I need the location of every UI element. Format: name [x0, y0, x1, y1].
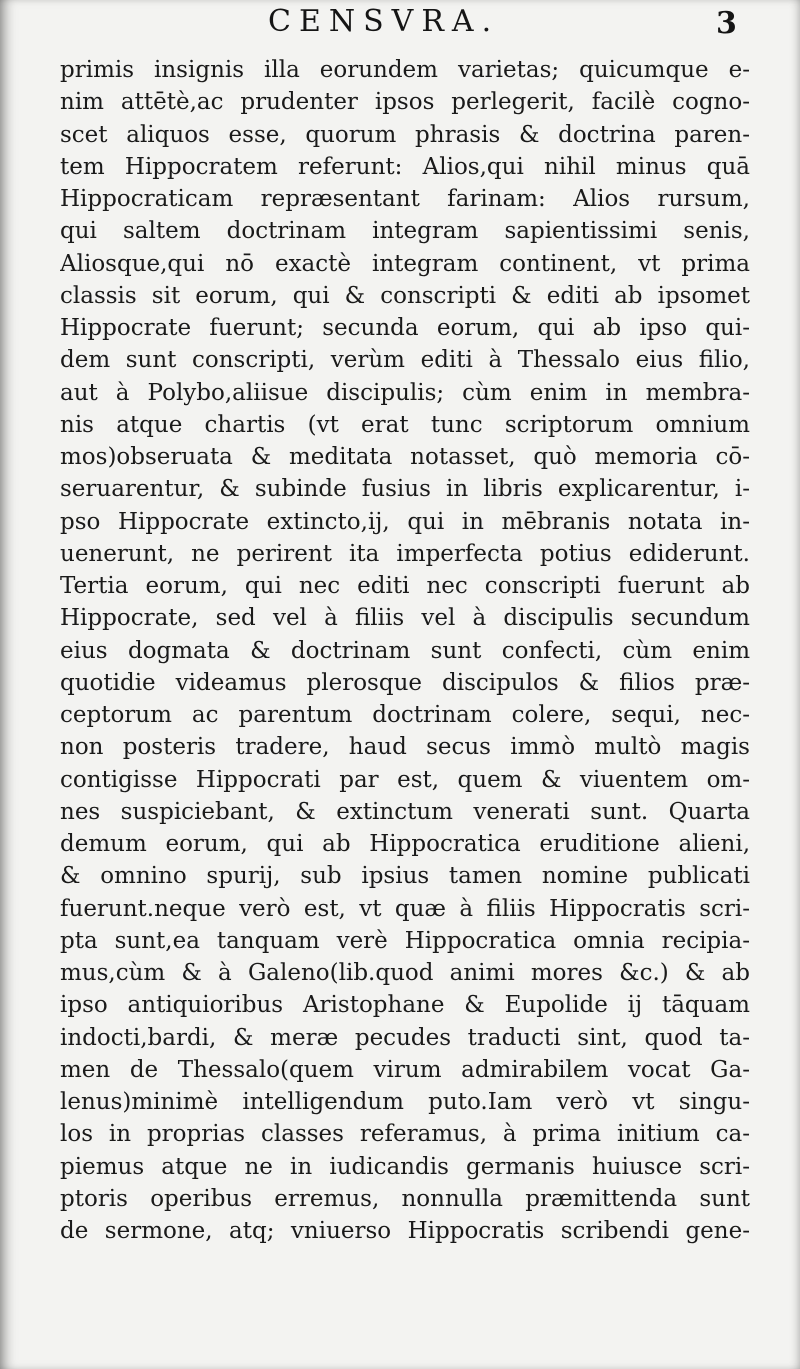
text-line: & omnino spurij, sub ipsius tamen nomine publicati	[60, 863, 750, 890]
text-line: Aliosque,qui nō exactè integram continent, vt prima	[60, 250, 750, 277]
text-line: ipso antiquioribus Aristophane & Eupolide ij tāquam	[60, 992, 750, 1019]
text-line: uenerunt, ne perirent ita imperfecta potius ediderunt.	[60, 540, 750, 567]
text-line: aut à Polybo,aliisue discipulis; cùm enim in membra-	[60, 379, 750, 406]
text-line: non posteris tradere, haud secus immò multò magis	[60, 734, 750, 761]
text-line: lenus)minimè intelligendum puto.Iam verò vt singu-	[60, 1089, 750, 1115]
text-line: piemus atque ne in iudicandis germanis huiusce scri-	[60, 1153, 750, 1180]
text-line: Hippocraticam repræsentant farinam: Alios rursum,	[60, 186, 750, 212]
text-line: los in proprias classes referamus, à prima initium ca-	[60, 1121, 750, 1148]
text-line: eius dogmata & doctrinam sunt confecti, cùm enim	[60, 637, 750, 664]
text-line: nim attētè,ac prudenter ipsos perlegerit, facilè cogno-	[60, 89, 750, 116]
text-line: dem sunt conscripti, verùm editi à Thessalo eius filio,	[60, 347, 750, 374]
text-line: qui saltem doctrinam integram sapientissimi senis,	[60, 218, 750, 245]
text-line: demum eorum, qui ab Hippocratica eruditione alieni,	[60, 831, 750, 857]
running-title: CENSVRA.	[268, 4, 500, 39]
text-line: pso Hippocrate extincto,ij, qui in mēbranis notata in-	[60, 508, 750, 535]
text-line: fuerunt.neque verò est, vt quæ à filiis Hippocratis scri-	[60, 895, 750, 922]
text-line: scet aliquos esse, quorum phrasis & doctrina paren-	[60, 121, 750, 148]
text-line: nis atque chartis (vt erat tunc scriptorum omnium	[60, 411, 750, 438]
text-line: pta sunt,ea tanquam verè Hippocratica omnia recipia-	[60, 927, 750, 954]
text-line: mos)obseruata & meditata notasset, quò memoria cō-	[60, 444, 750, 470]
text-line: Hippocrate, sed vel à filiis vel à discipulis secundum	[60, 605, 750, 632]
text-line: Hippocrate fuerunt; secunda eorum, qui ab ipso qui-	[60, 315, 750, 341]
text-line: ceptorum ac parentum doctrinam colere, sequi, nec-	[60, 702, 750, 728]
running-head	[0, 4, 800, 48]
text-line: primis insignis illa eorundem varietas; quicumque e-	[60, 57, 750, 83]
text-line: classis sit eorum, qui & conscripti & editi ab ipsomet	[60, 282, 750, 309]
text-line: contigisse Hippocrati par est, quem & viuentem om-	[60, 766, 750, 793]
text-line: mus,cùm & à Galeno(lib.quod animi mores &c.) & ab	[60, 960, 750, 986]
text-line: seruarentur, & subinde fusius in libris explicarentur, i-	[60, 476, 750, 503]
text-line: quotidie videamus plerosque discipulos & filios præ-	[60, 669, 750, 696]
text-line: tem Hippocratem referunt: Alios,qui nihil minus quā	[60, 153, 750, 180]
text-line: ptoris operibus erremus, nonnulla præmittenda sunt	[60, 1185, 750, 1212]
text-line: Tertia eorum, qui nec editi nec conscripti fuerunt ab	[60, 573, 750, 599]
text-line: men de Thessalo(quem virum admirabilem vocat Ga-	[60, 1056, 750, 1083]
text-line: indocti,bardi, & meræ pecudes traducti sint, quod ta-	[60, 1024, 750, 1051]
text-line: de sermone, atq; vniuerso Hippocratis scribendi gene-	[60, 1218, 750, 1244]
text-line: nes suspiciebant, & extinctum venerati sunt. Quarta	[60, 798, 750, 825]
page-number: 3	[716, 6, 737, 41]
body-text	[60, 54, 750, 1247]
